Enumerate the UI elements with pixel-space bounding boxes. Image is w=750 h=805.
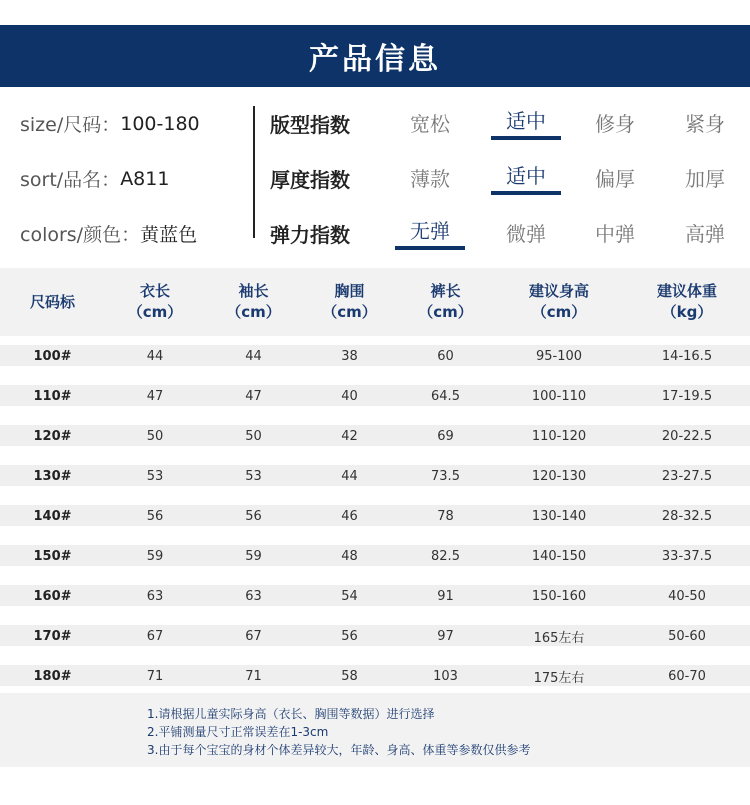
thickness-option-thick: 偏厚 — [595, 166, 635, 191]
header-height-unit: （cm） — [531, 303, 587, 321]
header-height-label: 建议身高 — [528, 282, 589, 300]
table-cell: 130-140 — [531, 508, 587, 524]
size-value: 100-180 — [120, 112, 200, 135]
table-cell: 150-160 — [531, 588, 587, 604]
header-chest-unit: （cm） — [322, 303, 377, 321]
table-cell: 97 — [437, 628, 454, 644]
table-cell-size: 130# — [33, 468, 72, 484]
table-cell: 33-37.5 — [661, 548, 713, 564]
table-cell-size: 120# — [33, 428, 72, 444]
thickness-index-row — [270, 151, 740, 206]
table-cell: 63 — [245, 588, 262, 604]
header-weight-label: 建议体重 — [656, 282, 717, 300]
size-label: size/尺码： — [20, 114, 121, 136]
table-cell: 95-100 — [535, 348, 583, 364]
size-table-header — [0, 268, 750, 336]
table-cell: 91 — [437, 588, 454, 604]
table-cell: 120-130 — [531, 468, 587, 484]
header-chest-label: 胸围 — [334, 282, 365, 300]
table-cell-size: 160# — [33, 588, 72, 604]
color-label: colors/颜色： — [20, 224, 141, 246]
fit-option-tight: 紧身 — [685, 111, 725, 136]
header-chest — [302, 281, 397, 323]
table-cell-size: 180# — [33, 668, 72, 684]
table-cell: 100-110 — [531, 388, 587, 404]
page-title: 产品信息 — [309, 42, 441, 77]
size-table — [0, 268, 750, 696]
size-table-body — [0, 336, 750, 696]
table-cell: 54 — [341, 588, 358, 604]
fit-index-row — [270, 96, 740, 151]
table-cell: 40-50 — [668, 588, 706, 604]
table-cell: 58 — [341, 668, 358, 684]
note-3: 3.由于每个宝宝的身材个体差异较大，年龄、身高、体重等参数仅供参考 — [147, 743, 531, 757]
table-row — [0, 536, 750, 576]
table-cell: 59 — [146, 548, 164, 564]
table-cell-size: 100# — [33, 348, 72, 364]
table-row — [0, 656, 750, 696]
stretch-option-high: 高弹 — [685, 221, 725, 246]
table-cell: 63 — [146, 588, 164, 604]
table-cell-size: 140# — [33, 508, 72, 524]
thickness-option-regular: 适中 — [491, 162, 561, 195]
table-cell: 60 — [437, 348, 454, 364]
table-cell: 175左右 — [533, 670, 585, 686]
table-cell: 110-120 — [531, 428, 587, 444]
table-cell: 53 — [245, 468, 262, 484]
table-cell: 56 — [146, 508, 164, 524]
header-size — [0, 292, 105, 313]
table-cell: 78 — [437, 508, 454, 524]
thickness-option-thin: 薄款 — [410, 166, 450, 191]
header-length — [105, 281, 205, 323]
table-cell: 67 — [245, 628, 262, 644]
table-row — [0, 376, 750, 416]
size-notes — [0, 693, 750, 767]
table-cell: 71 — [146, 668, 164, 684]
table-cell: 17-19.5 — [661, 388, 713, 404]
table-cell: 67 — [146, 628, 164, 644]
stretch-option-slight: 微弹 — [506, 221, 546, 246]
header-length-label: 衣长 — [139, 282, 170, 300]
table-cell: 56 — [341, 628, 358, 644]
table-cell: 28-32.5 — [661, 508, 713, 524]
table-cell: 44 — [146, 348, 164, 364]
table-cell: 165左右 — [533, 630, 585, 646]
table-cell: 59 — [245, 548, 262, 564]
header-size-label: 尺码标 — [29, 292, 75, 311]
table-row — [0, 416, 750, 456]
header-sleeve-label: 袖长 — [238, 282, 269, 300]
table-cell: 60-70 — [668, 668, 706, 684]
header-sleeve-unit: （cm） — [226, 303, 281, 321]
thickness-option-extra-thick: 加厚 — [685, 166, 725, 191]
table-cell: 50 — [245, 428, 262, 444]
table-cell: 50-60 — [668, 628, 706, 644]
note-1: 1.请根据儿童实际身高（衣长、胸围等数据）进行选择 — [147, 707, 435, 721]
table-cell: 73.5 — [431, 468, 460, 484]
stretch-option-none: 无弹 — [395, 217, 465, 250]
header-height — [494, 281, 624, 323]
table-cell: 14-16.5 — [661, 348, 713, 364]
stretch-index-label: 弹力指数 — [270, 223, 350, 247]
table-cell: 20-22.5 — [661, 428, 713, 444]
fit-option-loose: 宽松 — [410, 111, 450, 136]
table-cell: 71 — [245, 668, 262, 684]
fit-option-slim: 修身 — [595, 111, 635, 136]
size-attribute — [20, 96, 250, 151]
table-cell: 103 — [433, 668, 458, 684]
fit-index-label: 版型指数 — [270, 113, 350, 137]
table-row — [0, 496, 750, 536]
table-cell: 50 — [146, 428, 164, 444]
table-cell: 64.5 — [431, 388, 460, 404]
vertical-divider — [253, 106, 255, 238]
thickness-index-label: 厚度指数 — [270, 168, 350, 192]
sort-value: A811 — [120, 167, 170, 190]
product-attributes — [20, 96, 250, 261]
sort-label: sort/品名： — [20, 169, 121, 191]
stretch-index-row — [270, 206, 740, 261]
table-cell: 44 — [341, 468, 358, 484]
table-cell: 48 — [341, 548, 358, 564]
table-cell: 40 — [341, 388, 358, 404]
table-cell: 47 — [245, 388, 262, 404]
table-cell: 82.5 — [431, 548, 460, 564]
table-cell: 47 — [146, 388, 164, 404]
table-cell-size: 110# — [33, 388, 72, 404]
stretch-option-medium: 中弹 — [595, 221, 635, 246]
table-cell: 46 — [341, 508, 358, 524]
table-cell: 69 — [437, 428, 454, 444]
table-cell-size: 150# — [33, 548, 72, 564]
sort-attribute — [20, 151, 250, 206]
header-weight-unit: （kg） — [661, 303, 713, 321]
page-title-banner — [0, 25, 750, 87]
header-weight — [624, 281, 750, 323]
product-info-section — [0, 96, 750, 256]
table-row — [0, 616, 750, 656]
header-pants-unit: （cm） — [418, 303, 473, 321]
table-cell-size: 170# — [33, 628, 72, 644]
table-cell: 38 — [341, 348, 358, 364]
fit-option-regular: 适中 — [491, 107, 561, 140]
table-cell: 56 — [245, 508, 262, 524]
color-value: 黄蓝色 — [140, 224, 198, 246]
table-cell: 42 — [341, 428, 358, 444]
table-row — [0, 336, 750, 376]
table-row — [0, 456, 750, 496]
table-cell: 44 — [245, 348, 262, 364]
header-pants-label: 裤长 — [430, 282, 461, 300]
table-cell: 140-150 — [531, 548, 587, 564]
table-cell: 53 — [146, 468, 164, 484]
table-row — [0, 576, 750, 616]
header-sleeve — [205, 281, 302, 323]
header-length-unit: （cm） — [127, 303, 183, 321]
note-2: 2.平铺测量尺寸正常误差在1-3cm — [147, 725, 329, 739]
header-pants — [397, 281, 494, 323]
color-attribute — [20, 206, 250, 261]
table-cell: 23-27.5 — [661, 468, 713, 484]
